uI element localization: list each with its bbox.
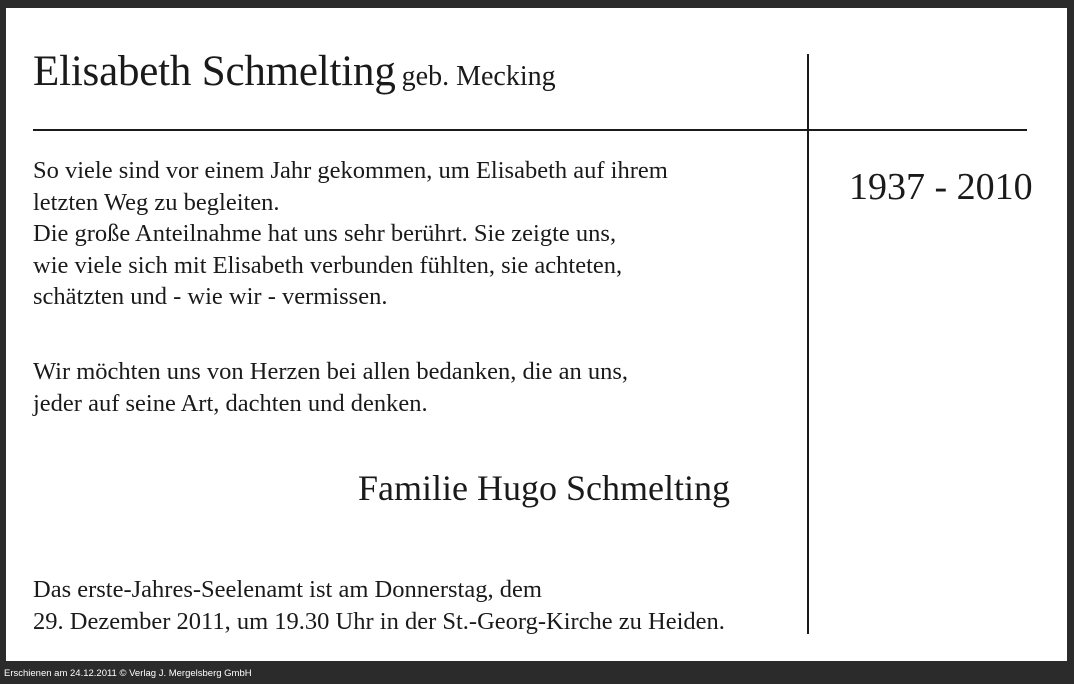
thanks-paragraph [33, 155, 668, 313]
text-line: Das erste-Jahres-Seelenamt ist am Donnerstag, dem [33, 576, 542, 603]
publication-credit: Erschienen am 24.12.2011 © Verlag J. Mergelsberg GmbH [4, 668, 252, 679]
memorial-service-paragraph [33, 574, 725, 637]
text-line: jeder auf seine Art, dachten und denken. [33, 389, 428, 417]
text-line: Die große Anteilnahme hat uns sehr berührt. Sie zeigte uns, [33, 220, 617, 247]
gratitude-paragraph [33, 356, 628, 419]
life-years: 1937 - 2010 [849, 166, 1033, 208]
deceased-name-line [33, 50, 556, 93]
text-line: schätzten und - wie wir - vermissen. [33, 283, 388, 310]
deceased-name: Elisabeth Schmelting [33, 48, 396, 95]
horizontal-divider [33, 129, 1027, 131]
vertical-divider [807, 54, 809, 634]
text-line: 29. Dezember 2011, um 19.30 Uhr in der St.-Georg-Kirche zu Heiden. [33, 607, 725, 635]
family-signature: Familie Hugo Schmelting [358, 468, 730, 508]
text-line: wie viele sich mit Elisabeth verbunden fühlten, sie achteten, [33, 251, 623, 279]
birth-name: geb. Mecking [401, 61, 556, 92]
obituary-card [6, 8, 1067, 661]
text-line: Wir möchten uns von Herzen bei allen bedanken, die an uns, [33, 358, 628, 385]
text-line: letzten Weg zu begleiten. [33, 188, 280, 216]
text-line: So viele sind vor einem Jahr gekommen, um Elisabeth auf ihrem [33, 157, 668, 184]
